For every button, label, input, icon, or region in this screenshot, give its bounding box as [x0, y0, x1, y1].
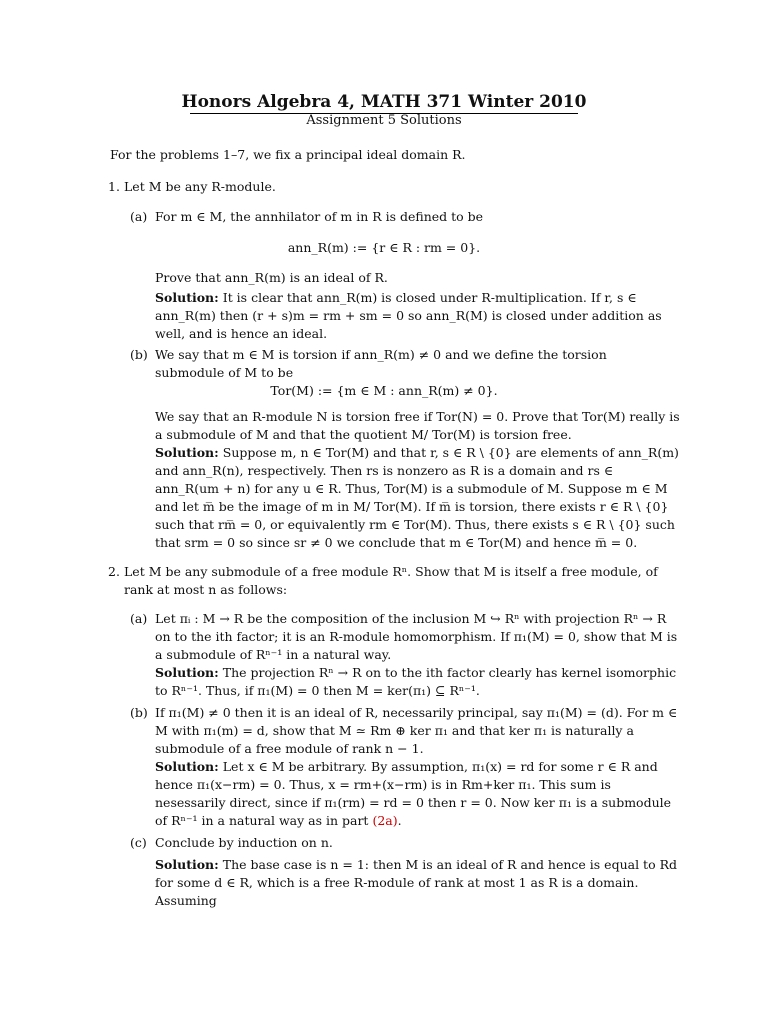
- problem-1-number: 1.: [108, 179, 120, 194]
- document-subtitle: Assignment 5 Solutions: [306, 113, 462, 128]
- problem-2b-solution: [155, 758, 680, 830]
- problem-1b-display-equation: Tor(M) := {m ∈ M : ann_R(m) ≠ 0}.: [270, 383, 498, 398]
- problem-2b-text: If π₁(M) ≠ 0 then it is an ideal of R, necessarily principal, say π₁(M) = (d). For m ∈ M with π₁(m) = d, show that M ≃ Rm ⊕ ker π₁ and that ker π₁ is naturally a submodule of a free module of rank n − 1.: [155, 705, 678, 756]
- solution-text: Let x ∈ M be arbitrary. By assumption, π₁(x) = rd for some r ∈ R and hence π₁(x−rm) = 0. Thus, x = rm+(x−rm) is in Rm+ker π₁. This sum is nesessarily direct, since if π₁(rm) = rd = 0 then r = 0. Now ker π₁ is a submodule of Rⁿ⁻¹ in a natural way as in part: [155, 759, 672, 828]
- problem-2a-label: (a): [130, 611, 148, 626]
- problem-2-number: 2.: [108, 564, 120, 579]
- solution-end: .: [397, 813, 402, 828]
- intro-text: For the problems 1–7, we fix a principal ideal domain R.: [110, 147, 466, 162]
- problem-1a-solution: [155, 289, 680, 343]
- problem-2-statement: Let M be any submodule of a free module Rⁿ. Show that M is itself a free module, of rank at most n as follows:: [124, 564, 658, 597]
- problem-1-statement: Let M be any R-module.: [124, 179, 276, 194]
- solution-text: The projection Rⁿ → R on to the ith factor clearly has kernel isomorphic to Rⁿ⁻¹. Thus, if π₁(M) = 0 then M = ker(π₁) ⊆ Rⁿ⁻¹.: [155, 665, 677, 698]
- solution-text: It is clear that ann_R(m) is closed under R-multiplication. If r, s ∈ ann_R(m) then (r + s)m = rm + sm = 0 so ann_R(M) is closed under addition as well, and is hence an ideal.: [155, 290, 662, 341]
- problem-1a-text: For m ∈ M, the annhilator of m in R is defined to be: [155, 209, 484, 224]
- problem-2c-label: (c): [130, 835, 147, 850]
- part-2a-reference-link[interactable]: (2a): [372, 813, 398, 828]
- problem-2b-label: (b): [130, 705, 148, 720]
- problem-2c-text: Conclude by induction on n.: [155, 835, 333, 850]
- problem-2c-solution: [155, 856, 680, 910]
- problem-1b-text: We say that m ∈ M is torsion if ann_R(m) ≠ 0 and we define the torsion submodule of M to be: [155, 347, 607, 380]
- problem-1b-statement: We say that an R-module N is torsion free if Tor(N) = 0. Prove that Tor(M) really is a submodule of M and that the quotient M/ Tor(M) is torsion free.: [155, 409, 680, 442]
- problem-1a-label: (a): [130, 209, 148, 224]
- solution-text: The base case is n = 1: then M is an ideal of R and hence is equal to Rd for some d ∈ R, which is a free R-module of rank at most 1 as R is a domain. Assuming: [155, 857, 677, 908]
- solution-label: Solution:: [155, 759, 219, 774]
- problem-2a-solution: [155, 664, 680, 700]
- problem-2a-text: Let πᵢ : M → R be the composition of the inclusion M ↪ Rⁿ with projection Rⁿ → R on to the ith factor; it is an R-module homomorphism. If π₁(M) = 0, show that M is a submodule of Rⁿ⁻¹ in a natural way.: [155, 611, 678, 662]
- problem-1b-label: (b): [130, 347, 148, 362]
- solution-label: Solution:: [155, 290, 219, 305]
- solution-label: Solution:: [155, 445, 219, 460]
- problem-1a-prove: Prove that ann_R(m) is an ideal of R.: [155, 270, 388, 285]
- document-title: Honors Algebra 4, MATH 371 Winter 2010: [181, 92, 587, 112]
- problem-1a-display-equation: ann_R(m) := {r ∈ R : rm = 0}.: [287, 240, 481, 255]
- solution-label: Solution:: [155, 665, 219, 680]
- solution-text: Suppose m, n ∈ Tor(M) and that r, s ∈ R \ {0} are elements of ann_R(m) and ann_R(n), respectively. Then rs is nonzero as R is a domain and rs ∈ ann_R(um + n) for any u ∈ R. Thus, Tor(M) is a submodule of M. Suppose m ∈ M and let m̅ be the image of m in M/ Tor(M). If m̅ is torsion, there exists r ∈ R \ {0} such that rm̅ = 0, or equivalently rm ∈ Tor(M). Thus, there exists s ∈ R \ {0} such that srm = 0 so since sr ≠ 0 we conclude that m ∈ Tor(M) and hence m̅ = 0.: [155, 445, 679, 550]
- problem-1b-solution: [155, 444, 680, 552]
- solution-label: Solution:: [155, 857, 219, 872]
